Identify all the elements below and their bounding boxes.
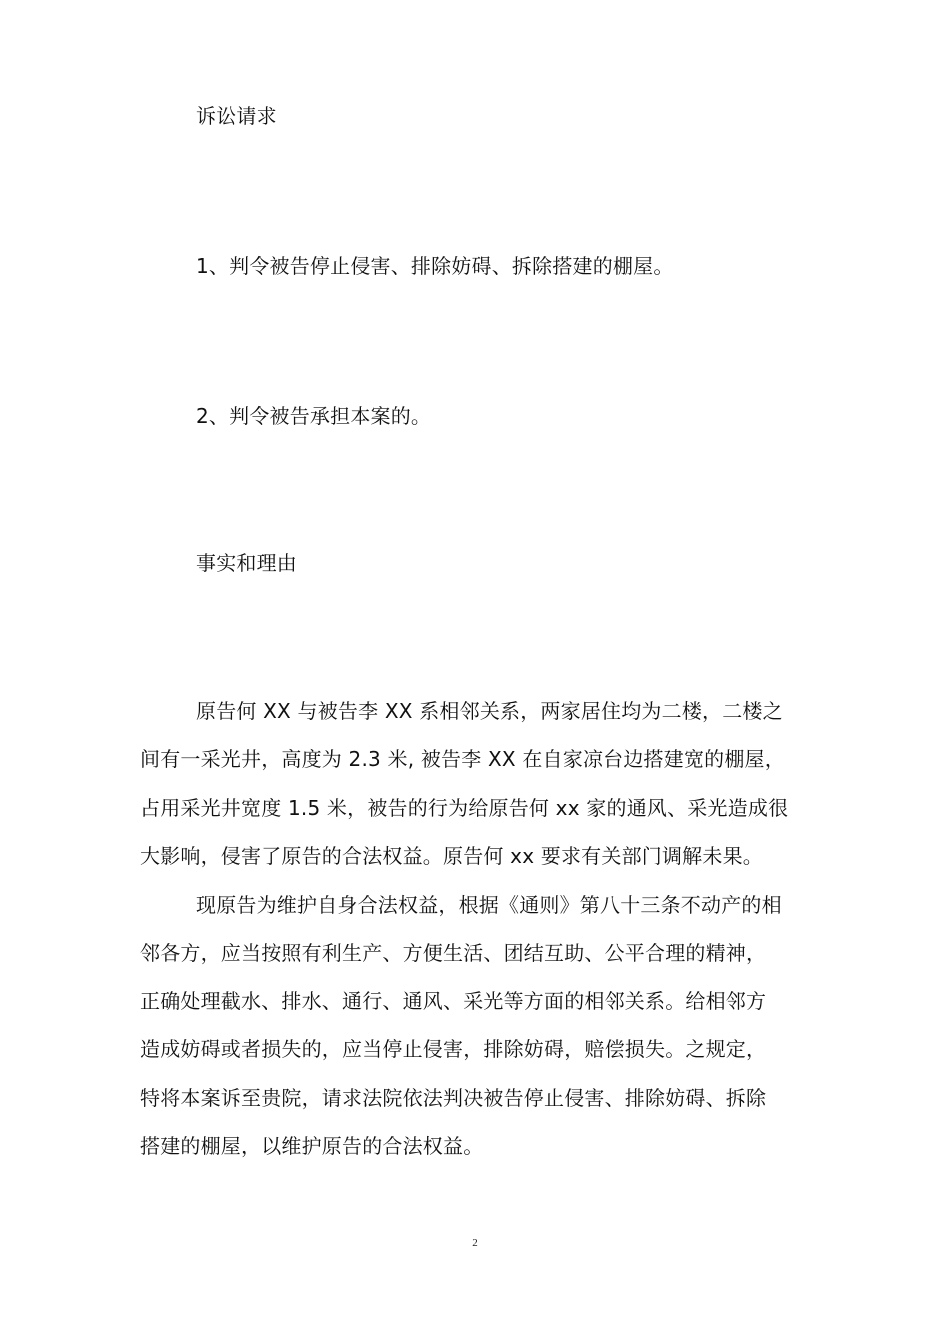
claim-2: 2、判令被告承担本案的。 bbox=[196, 404, 432, 428]
paragraph-line: 正确处理截水、排水、通行、通风、采光等方面的相邻关系。给相邻方 bbox=[140, 989, 767, 1013]
facts-heading: 事实和理由 bbox=[196, 551, 297, 575]
paragraph-line: 搭建的棚屋，以维护原告的合法权益。 bbox=[140, 1134, 484, 1158]
paragraph-line: 大影响，侵害了原告的合法权益。原告何 xx 要求有关部门调解未果。 bbox=[140, 844, 763, 868]
claim-1: 1、判令被告停止侵害、排除妨碍、拆除搭建的棚屋。 bbox=[196, 254, 674, 278]
paragraph-line: 占用采光井宽度 1.5 米，被告的行为给原告何 xx 家的通风、采光造成很 bbox=[140, 796, 789, 820]
paragraph-line: 间有一采光井，高度为 2.3 米, 被告李 XX 在自家凉台边搭建宽的棚屋， bbox=[140, 747, 785, 771]
paragraph-line: 原告何 XX 与被告李 XX 系相邻关系，两家居住均为二楼，二楼之 bbox=[196, 699, 783, 723]
paragraph-line: 特将本案诉至贵院，请求法院依法判决被告停止侵害、排除妨碍、拆除 bbox=[140, 1086, 767, 1110]
paragraph-line: 现原告为维护自身合法权益，根据《通则》第八十三条不动产的相 bbox=[196, 893, 782, 917]
paragraph-line: 邻各方，应当按照有利生产、方便生活、团结互助、公平合理的精神， bbox=[140, 941, 767, 965]
paragraph-line: 造成妨碍或者损失的，应当停止侵害，排除妨碍，赔偿损失。之规定， bbox=[140, 1037, 767, 1061]
page-number: 2 bbox=[472, 1237, 478, 1249]
claims-heading: 诉讼请求 bbox=[196, 104, 277, 128]
